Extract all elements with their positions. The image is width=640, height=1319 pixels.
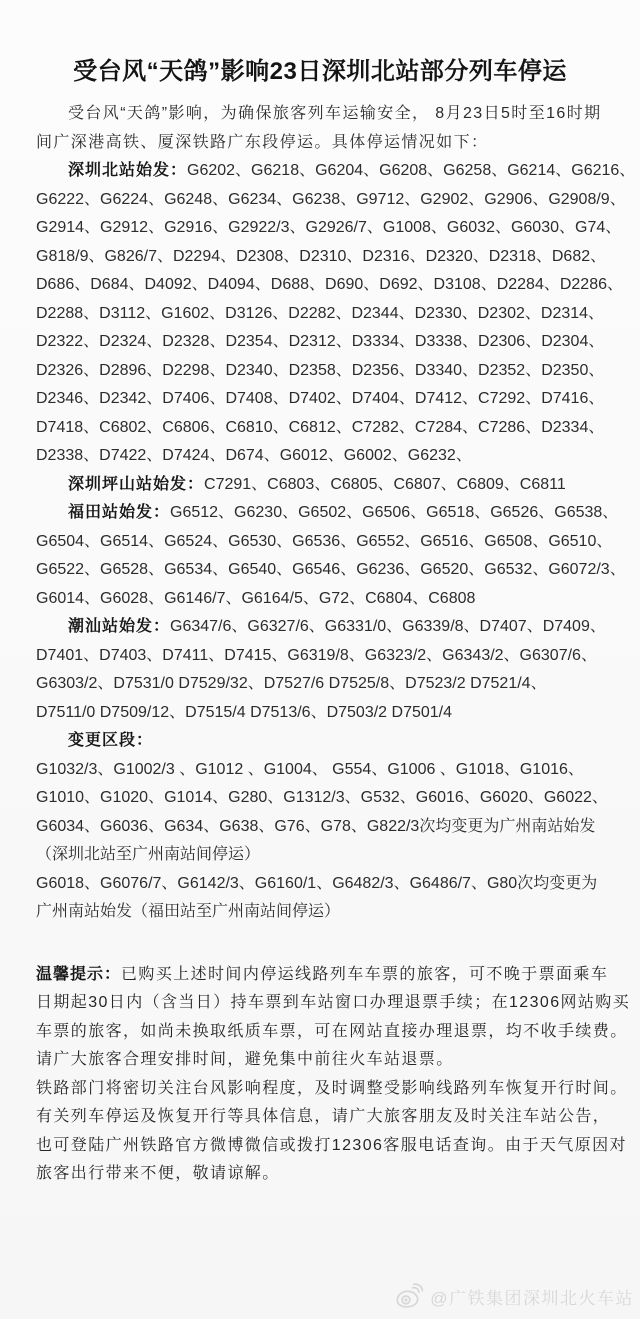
section-changed-sections xyxy=(36,727,610,927)
page-title: 受台风“天鸽”影响23日深圳北站部分列车停运 xyxy=(73,58,567,85)
notice-label: 温馨提示： xyxy=(36,965,122,983)
text-line: 受台风“天鸽”影响，为确保旅客列车运输安全， 8月23日5时至16时期 xyxy=(68,105,602,122)
text-line: D7418、C6802、C6806、C6810、C6812、C7282、C7284、C7286、D2334、 xyxy=(36,418,605,436)
section-shenzhen-north-departures xyxy=(36,157,636,471)
change-paragraph-2 xyxy=(36,870,610,927)
text-line: D2288、D3112、G1602、D3126、D2282、D2344、D2330、D2302、D2314、 xyxy=(36,304,605,322)
train-list-lines xyxy=(36,186,626,471)
text-line: G6034、G6036、G634、G638、G76、G78、G822/3次均变更为广州南站始发 xyxy=(36,817,596,835)
weibo-icon xyxy=(395,1283,423,1309)
text-line: 请广大旅客合理安排时间，避免集中前往火车站退票。 xyxy=(36,1051,454,1068)
section-label: 潮汕站始发： xyxy=(68,618,171,635)
closing-lines xyxy=(36,1075,628,1189)
text-line: G6504、G6514、G6524、G6530、G6536、G6552、G6516、G6508、G6510、 xyxy=(36,532,613,550)
text-line: G1032/3、G1002/3 、G1012 、G1004、 G554、G1006 、G1018、G1016、 xyxy=(36,760,584,778)
train-list-text: C7291、C6803、C6805、C6807、C6809、C6811 xyxy=(204,475,566,493)
text-line: G1010、G1020、G1014、G280、G1312/3、G532、G6016、G6020、G6022、 xyxy=(36,789,608,806)
section-label: 变更区段： xyxy=(68,732,154,749)
notice-paragraph xyxy=(36,961,631,1075)
text-line: G6303/2、D7531/0 D7529/32、D7527/6 D7525/8、D7523/2 D7521/4、 xyxy=(36,675,547,692)
section-label: 福田站始发： xyxy=(68,504,171,521)
text-line: 旅客出行带来不便，敬请谅解。 xyxy=(36,1165,280,1182)
train-list-lines xyxy=(36,642,610,728)
section-pingshan-departures xyxy=(36,471,610,500)
text-line: 车票的旅客，如尚未换取纸质车票，可在网站直接办理退票，均不收手续费。 xyxy=(36,1022,628,1040)
text-line xyxy=(36,613,610,642)
text-line: 间广深港高铁、厦深铁路广东段停运。具体停运情况如下： xyxy=(36,133,489,151)
text-line: 有关列车停运及恢复开行等具体信息，请广大旅客朋友及时关注车站公告， xyxy=(36,1108,611,1125)
text-line: （深圳北站至广州南站间停运） xyxy=(36,846,261,863)
text-line: D2338、D7422、D7424、D674、G6012、G6002、G6232、 xyxy=(36,447,472,464)
train-list-text: G6202、G6218、G6204、G6208、G6258、G6214、G6216、 xyxy=(187,162,636,179)
text-line xyxy=(36,961,610,990)
intro-paragraph xyxy=(36,100,610,157)
text-line: 铁路部门将密切关注台风影响程度，及时调整受影响线路列车恢复开行时间。 xyxy=(36,1079,628,1097)
watermark xyxy=(395,1280,634,1312)
section-label: 深圳坪山站始发： xyxy=(68,475,205,493)
change-paragraph-1 xyxy=(36,756,610,870)
text-line: D686、D684、D4092、D4094、D688、D690、D692、D3108、D2284、D2286、 xyxy=(36,276,623,293)
train-list-lines xyxy=(36,528,626,614)
text-line: 广州南站始发（福田站至广州南站间停运） xyxy=(36,903,341,920)
notice-text: 已购买上述时间内停运线路列车车票的旅客，可不晚于票面乘车 xyxy=(121,965,609,983)
text-line xyxy=(36,727,610,756)
section-label: 深圳北站始发： xyxy=(68,162,188,179)
text-line: D7401、D7403、D7411、D7415、G6319/8、G6323/2、G6343/2、G6307/6、 xyxy=(36,646,597,664)
text-line: G6522、G6528、G6534、G6540、G6546、G6236、G6520、G6532、G6072/3、 xyxy=(36,561,626,578)
text-line: 日期起30日内（含当日）持车票到车站窗口办理退票手续；在12306网站购买 xyxy=(36,994,631,1011)
text-line: G6222、G6224、G6248、G6234、G6238、G9712、G2902、G2906、G2908/9、 xyxy=(36,190,626,208)
text-line: G6014、G6028、G6146/7、G6164/5、G72、C6804、C6808 xyxy=(36,589,476,607)
text-line: D2326、D2896、D2298、D2340、D2358、D2356、D3340、D2352、D2350、 xyxy=(36,361,605,379)
text-line: D2322、D2324、D2328、D2354、D2312、D3334、D3338、D2306、D2304、 xyxy=(36,333,605,350)
text-line: G2914、G2912、G2916、G2922/3、G2926/7、G1008、G6032、G6030、G74、 xyxy=(36,219,622,236)
text-line xyxy=(36,471,610,500)
text-line: D7511/0 D7509/12、D7515/4 D7513/6、D7503/2 D7501/4 xyxy=(36,703,453,721)
closing-paragraph xyxy=(36,1075,628,1189)
notice-lines xyxy=(36,989,631,1075)
document-body xyxy=(0,100,640,1189)
text-line xyxy=(36,499,619,528)
text-line: G6018、G6076/7、G6142/3、G6160/1、G6482/3、G6486/7、G80次均变更为 xyxy=(36,874,598,892)
text-line: G818/9、G826/7、D2294、D2308、D2310、D2316、D2320、D2318、D682、 xyxy=(36,247,607,265)
text-line: 也可登陆广州铁路官方微博微信或拨打12306客服电话查询。由于天气原因对 xyxy=(36,1136,627,1154)
train-list-text: G6512、G6230、G6502、G6506、G6518、G6526、G6538、 xyxy=(170,504,619,521)
train-list-text: G6347/6、G6327/6、G6331/0、G6339/8、D7407、D7409、 xyxy=(170,618,606,635)
section-futian-departures xyxy=(36,499,626,613)
watermark-text: @广铁集团深圳北火车站 xyxy=(430,1288,634,1308)
section-chaoshan-departures xyxy=(36,613,610,727)
text-line xyxy=(36,157,636,186)
text-line: D2346、D2342、D7406、D7408、D7402、D7404、D7412、C7292、D7416、 xyxy=(36,390,605,407)
